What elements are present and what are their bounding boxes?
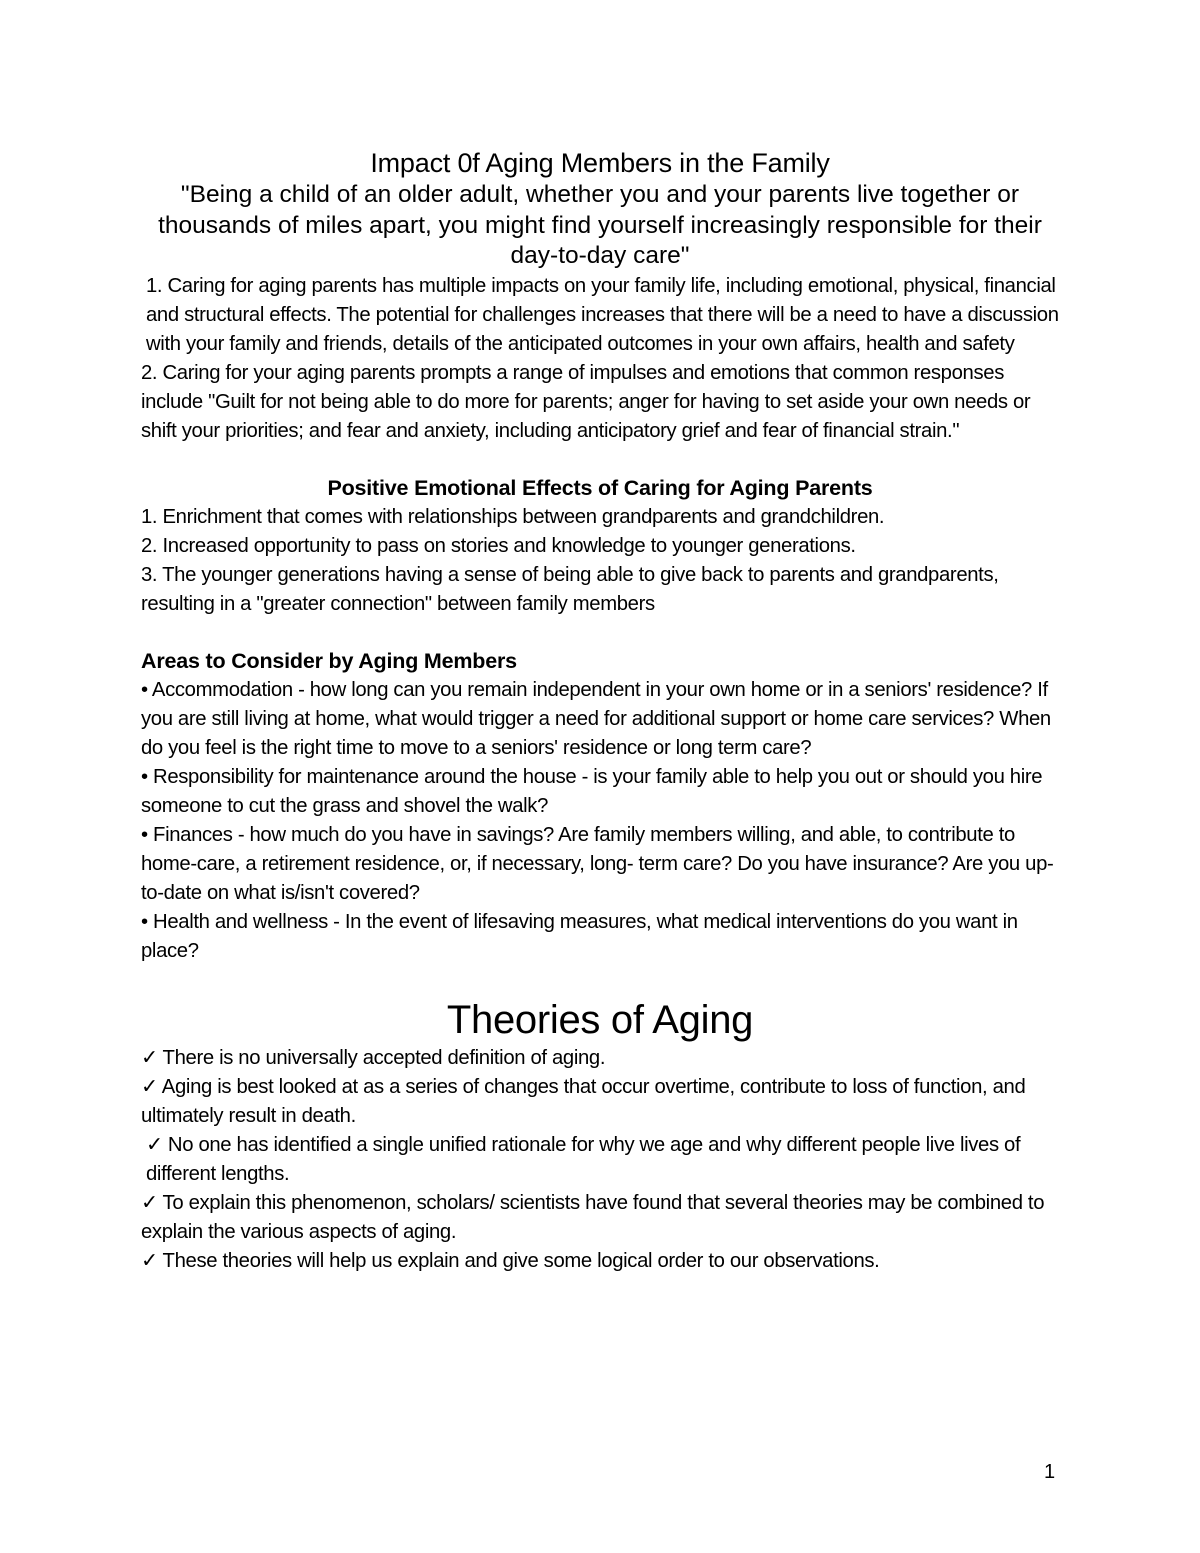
positive-item-3: 3. The younger generations having a sense of being able to give back to parents and grandparents, resulting in a "greater connection" between family members: [141, 563, 999, 615]
theory-item-4: ✓ To explain this phenomenon, scholars/ scientists have found that several theories may be combined to explain the various aspects of aging.: [141, 1191, 1045, 1243]
areas-item-maintenance: • Responsibility for maintenance around the house - is your family able to help you out or should you hire someone to cut the grass and shovel the walk?: [141, 765, 1043, 817]
theory-item-5: ✓ These theories will help us explain and give some logical order to our observations.: [141, 1249, 880, 1272]
intro-quote: "Being a child of an older adult, whether you and your parents live together or thousands of miles apart, you might find yourself increasingly responsible for their day-to-day care": [158, 181, 1042, 269]
theory-item-2: ✓ Aging is best looked at as a series of changes that occur overtime, contribute to loss of function, and ultimately result in death.: [141, 1075, 1026, 1127]
theory-item-3: ✓ No one has identified a single unified rationale for why we age and why different people live lives of different lengths.: [146, 1133, 1021, 1185]
areas-heading: Areas to Consider by Aging Members: [141, 648, 517, 673]
page-number: 1: [1044, 1461, 1056, 1483]
theory-item-1: ✓ There is no universally accepted definition of aging.: [141, 1046, 606, 1069]
impact-item-1: 1. Caring for aging parents has multiple impacts on your family life, including emotional, physical, financial and structural effects. The potential for challenges increases that there will be a need to have a discussion with your family and friends, details of the anticipated outcomes in your own affairs, health and safety: [146, 274, 1059, 355]
page-title: Impact 0f Aging Members in the Family: [370, 148, 830, 178]
areas-item-health: • Health and wellness - In the event of lifesaving measures, what medical interventions do you want in place?: [141, 910, 1018, 962]
areas-item-finances: • Finances - how much do you have in savings? Are family members willing, and able, to contribute to home-care, a retirement residence, or, if necessary, long- term care? Do you have insurance? Are you up-to-date on what is/isn't covered?: [141, 823, 1054, 904]
theories-heading: Theories of Aging: [446, 997, 754, 1042]
page-content: [141, 146, 1059, 1276]
spacer: [141, 619, 1059, 646]
positive-item-2: 2. Increased opportunity to pass on stories and knowledge to younger generations.: [141, 534, 856, 557]
areas-item-accommodation: • Accommodation - how long can you remain independent in your own home or in a seniors' residence? If you are still living at home, what would trigger a need for additional support or home care services? When do you feel is the right time to move to a seniors' residence or long term care?: [141, 678, 1051, 759]
impact-item-2: 2. Caring for your aging parents prompts a range of impulses and emotions that common responses include "Guilt for not being able to do more for parents; anger for having to set aside your own needs or shift your priorities; and fear and anxiety, including anticipatory grief and fear of financial strain.": [141, 361, 1031, 442]
positive-effects-heading: Positive Emotional Effects of Caring for Aging Parents: [327, 475, 873, 500]
spacer: [141, 966, 1059, 996]
spacer: [141, 446, 1059, 473]
positive-item-1: 1. Enrichment that comes with relationships between grandparents and grandchildren.: [141, 505, 885, 528]
